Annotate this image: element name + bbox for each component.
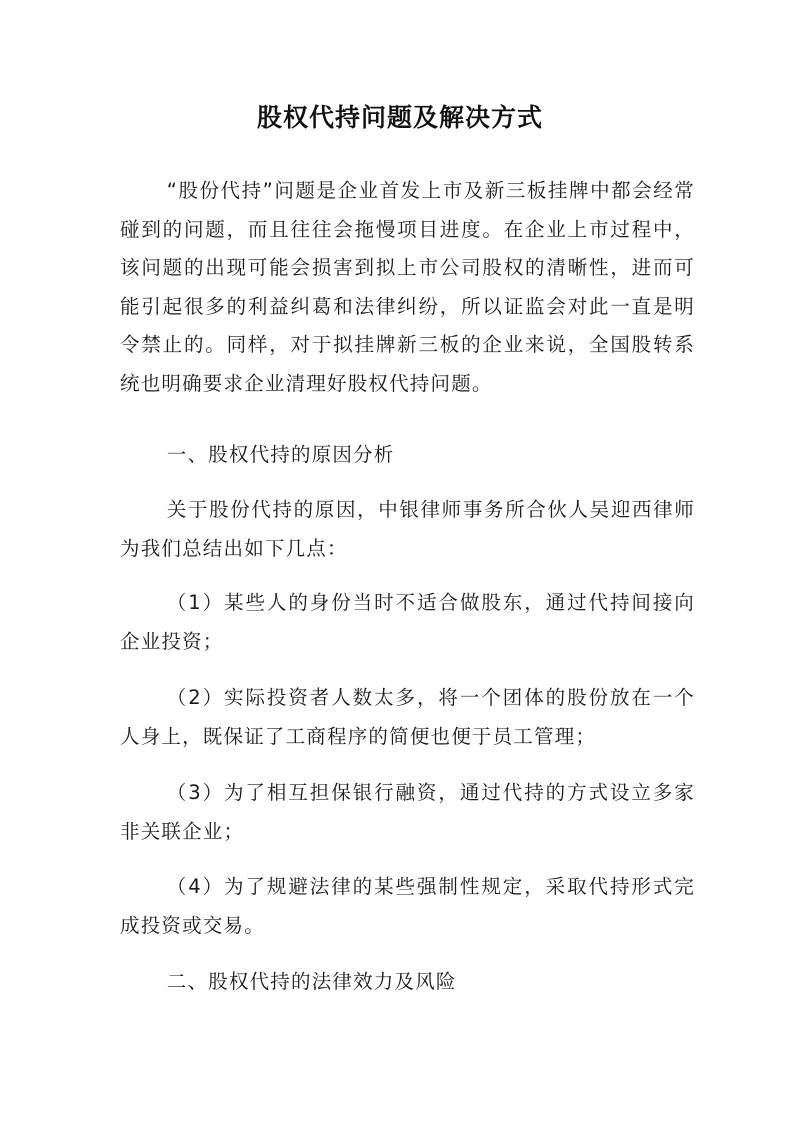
reason-item-3: （3）为了相互担保银行融资，通过代持的方式设立多家非关联企业； [120, 781, 695, 843]
reason-item-4: （4）为了规避法律的某些强制性规定，采取代持形式完成投资或交易。 [120, 875, 695, 937]
causes-lead-paragraph: 关于股份代持的原因，中银律师事务所合伙人吴迎西律师为我们总结出如下几点： [120, 498, 695, 560]
intro-paragraph: “股份代持”问题是企业首发上市及新三板挂牌中都会经常碰到的问题，而且往往会拖慢项目进度。在企业上市过程中，该问题的出现可能会损害到拟上市公司股权的清晰性，进而可能引起很多的利益纠葛和法律纠纷，所以证监会对此一直是明令禁止的。同样，对于拟挂牌新三板的企业来说，全国股转系统也明确要求企业清理好股权代持问题。 [120, 179, 695, 395]
document-title: 股权代持问题及解决方式 [256, 103, 543, 132]
reason-item-2: （2）实际投资者人数太多，将一个团体的股份放在一个人身上，既保证了工商程序的简便也便于员工管理； [120, 686, 695, 748]
section-heading-legal-effect: 二、股权代持的法律效力及风险 [166, 970, 457, 993]
section-heading-causes: 一、股权代持的原因分析 [166, 443, 395, 466]
reason-item-1: （1）某些人的身份当时不适合做股东，通过代持间接向企业投资； [120, 591, 695, 653]
